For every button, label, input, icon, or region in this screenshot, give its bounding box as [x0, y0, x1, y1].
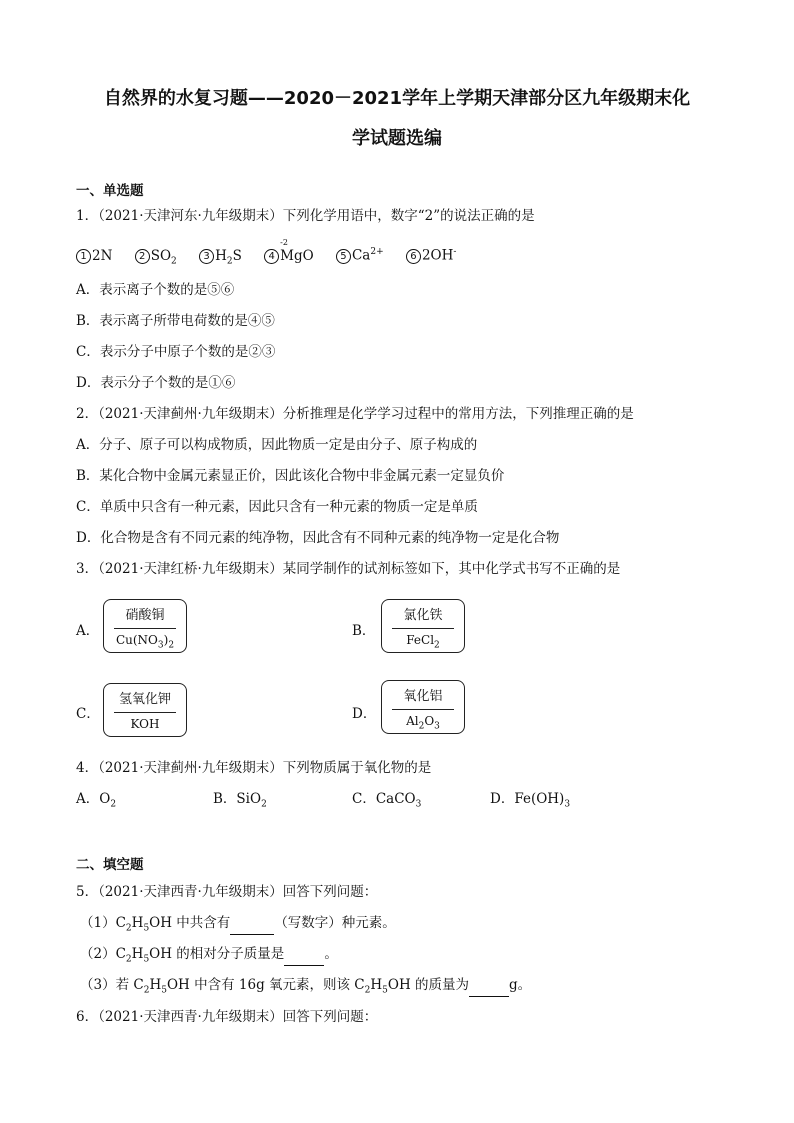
- text: H: [370, 977, 383, 993]
- text: （1）C: [80, 915, 126, 931]
- reagent-name: 硝酸铜: [125, 608, 165, 623]
- q3-option-b-letter: B．: [352, 623, 376, 639]
- text: H: [149, 977, 162, 993]
- q3-option-a-letter: A．: [76, 623, 100, 639]
- q1-option-c[interactable]: C．表示分子中原子个数的是②③: [76, 344, 276, 360]
- text: （写数字）种元素。: [274, 915, 396, 931]
- label-divider: [392, 709, 454, 710]
- q1-formula-2: [135, 247, 177, 271]
- circled-number-4: 4: [264, 249, 279, 264]
- formula-superscript: -: [453, 247, 457, 257]
- formula-subscript: 3: [415, 799, 422, 810]
- formula-text: O: [424, 714, 435, 728]
- text: OH 的相对分子质量是: [149, 946, 285, 962]
- valence-mark: [280, 237, 303, 265]
- q5-part-3: [80, 976, 531, 1000]
- formula-subscript: 2: [418, 721, 425, 732]
- q3-option-d-letter: D．: [352, 706, 377, 722]
- formula-superscript: 2+: [370, 247, 384, 257]
- formula-text: SO: [150, 247, 172, 264]
- q4-option-d[interactable]: [490, 790, 570, 814]
- q6-stem: 6．（2021·天津西青·九年级期末）回答下列问题：: [76, 1009, 378, 1025]
- formula-subscript: 3: [434, 721, 440, 732]
- formula-text: 2N: [92, 247, 113, 264]
- formula-subscript: 5: [143, 954, 150, 965]
- formula-subscript: 3: [564, 799, 571, 810]
- text: g。: [509, 977, 532, 993]
- label-divider: [392, 628, 454, 629]
- q1-option-d[interactable]: D．表示分子个数的是①⑥: [76, 375, 236, 391]
- answer-blank[interactable]: [469, 978, 509, 997]
- reagent-formula: KOH: [130, 717, 160, 731]
- q3-option-d-label[interactable]: [381, 680, 465, 734]
- q4-option-b[interactable]: [213, 790, 267, 814]
- q2-option-c[interactable]: C．单质中只含有一种元素，因此只含有一种元素的物质一定是单质: [76, 499, 478, 515]
- q3-option-b-label[interactable]: [381, 599, 465, 653]
- q1-formula-5: [336, 243, 384, 265]
- valence-number: -2: [280, 237, 288, 247]
- reagent-formula: [104, 633, 186, 653]
- q5-part-2: [80, 945, 338, 969]
- formula-subscript: 2: [434, 640, 440, 651]
- formula-subscript: 2: [261, 799, 267, 810]
- formula-text: ): [163, 633, 169, 647]
- q1-formula-1: [76, 247, 112, 265]
- text: OH 中含有 16g 氧元素，则该 C: [166, 977, 365, 993]
- option-text: A．O: [76, 791, 111, 807]
- formula-subscript: 5: [161, 985, 167, 996]
- formula-text: Mg: [280, 247, 303, 264]
- formula-text: FeCl: [406, 633, 435, 647]
- circled-number-5: 5: [336, 249, 351, 264]
- formula-text: Al: [406, 714, 419, 728]
- q2-stem: 2．（2021·天津蓟州·九年级期末）分析推理是化学学习过程中的常用方法，下列推理正确的是: [76, 406, 634, 422]
- text: H: [131, 915, 144, 931]
- q1-option-a[interactable]: A．表示离子个数的是⑤⑥: [76, 282, 235, 298]
- text: （2）C: [80, 946, 126, 962]
- q1-formula-6: [406, 243, 456, 265]
- q4-stem: 4．（2021·天津蓟州·九年级期末）下列物质属于氧化物的是: [76, 760, 432, 776]
- text: （3）若 C: [80, 977, 144, 993]
- reagent-name: 氧化铝: [403, 689, 443, 704]
- reagent-formula: [382, 633, 464, 653]
- section-heading-single-choice: 一、单选题: [76, 183, 144, 199]
- formula-subscript: 2: [226, 256, 233, 267]
- text: OH 中共含有: [149, 915, 231, 931]
- q1-formula-4: [264, 237, 314, 265]
- formula-subscript: 5: [143, 923, 150, 934]
- q3-stem: 3．（2021·天津红桥·九年级期末）某同学制作的试剂标签如下，其中化学式书写不正确的是: [76, 561, 621, 577]
- q2-option-a[interactable]: A．分子、原子可以构成物质，因此物质一定是由分子、原子构成的: [76, 437, 478, 453]
- q1-option-b[interactable]: B．表示离子所带电荷数的是④⑤: [76, 313, 275, 329]
- formula-subscript: 5: [382, 985, 388, 996]
- formula-text: O: [302, 247, 314, 264]
- reagent-name: 氢氧化钾: [118, 692, 171, 707]
- q5-part-1: [80, 914, 396, 938]
- reagent-name: 氯化铁: [403, 608, 443, 623]
- formula-subscript: 2: [168, 640, 175, 651]
- text: 。: [324, 946, 338, 962]
- circled-number-3: 3: [199, 249, 214, 264]
- formula-subscript: 2: [125, 923, 132, 934]
- q5-stem: 5．（2021·天津西青·九年级期末）回答下列问题：: [76, 884, 378, 900]
- label-divider: [114, 628, 176, 629]
- formula-subscript: 2: [143, 985, 150, 996]
- answer-blank[interactable]: [230, 916, 274, 935]
- formula-subscript: 2: [110, 799, 117, 810]
- text: H: [131, 946, 144, 962]
- q3-option-c-label[interactable]: [103, 683, 187, 737]
- formula-text: H: [215, 247, 227, 264]
- q1-formula-3: [199, 247, 242, 271]
- q1-formula-list: [76, 237, 474, 270]
- formula-text: 2OH: [421, 247, 454, 264]
- q2-option-b[interactable]: B．某化合物中金属元素显正价，因此该化合物中非金属元素一定显负价: [76, 468, 505, 484]
- q1-stem: 1．（2021·天津河东·九年级期末）下列化学用语中，数字“2”的说法正确的是: [76, 208, 535, 224]
- q4-option-a[interactable]: [76, 790, 116, 814]
- formula-subscript: 2: [125, 954, 132, 965]
- formula-text: Cu(NO: [115, 633, 158, 647]
- q4-option-c[interactable]: [352, 790, 421, 814]
- section-heading-fill-in: 二、填空题: [76, 857, 144, 873]
- label-divider: [114, 712, 176, 713]
- option-text: D．Fe(OH): [490, 791, 565, 807]
- option-text: C．CaCO: [352, 791, 416, 807]
- text: OH 的质量为: [387, 977, 470, 993]
- formula-subscript: 2: [364, 985, 371, 996]
- circled-number-6: 6: [406, 249, 421, 264]
- formula-text: S: [232, 247, 242, 264]
- option-text: B．SiO: [213, 791, 262, 807]
- formula-subscript: 2: [171, 256, 177, 267]
- circled-number-2: 2: [135, 249, 150, 264]
- q2-option-d[interactable]: D．化合物是含有不同元素的纯净物，因此含有不同种元素的纯净物一定是化合物: [76, 530, 560, 546]
- formula-subscript: 3: [157, 640, 164, 651]
- reagent-formula: [382, 714, 464, 734]
- page-title-line2: 学试题选编: [352, 128, 442, 149]
- page-title-line1: 自然界的水复习题——2020－2021学年上学期天津部分区九年级期末化: [103, 88, 691, 109]
- formula-text: Ca: [351, 247, 371, 264]
- q3-option-c-letter: C．: [76, 706, 100, 722]
- circled-number-1: 1: [76, 249, 91, 264]
- q3-option-a-label[interactable]: [103, 599, 187, 653]
- answer-blank[interactable]: [284, 947, 324, 966]
